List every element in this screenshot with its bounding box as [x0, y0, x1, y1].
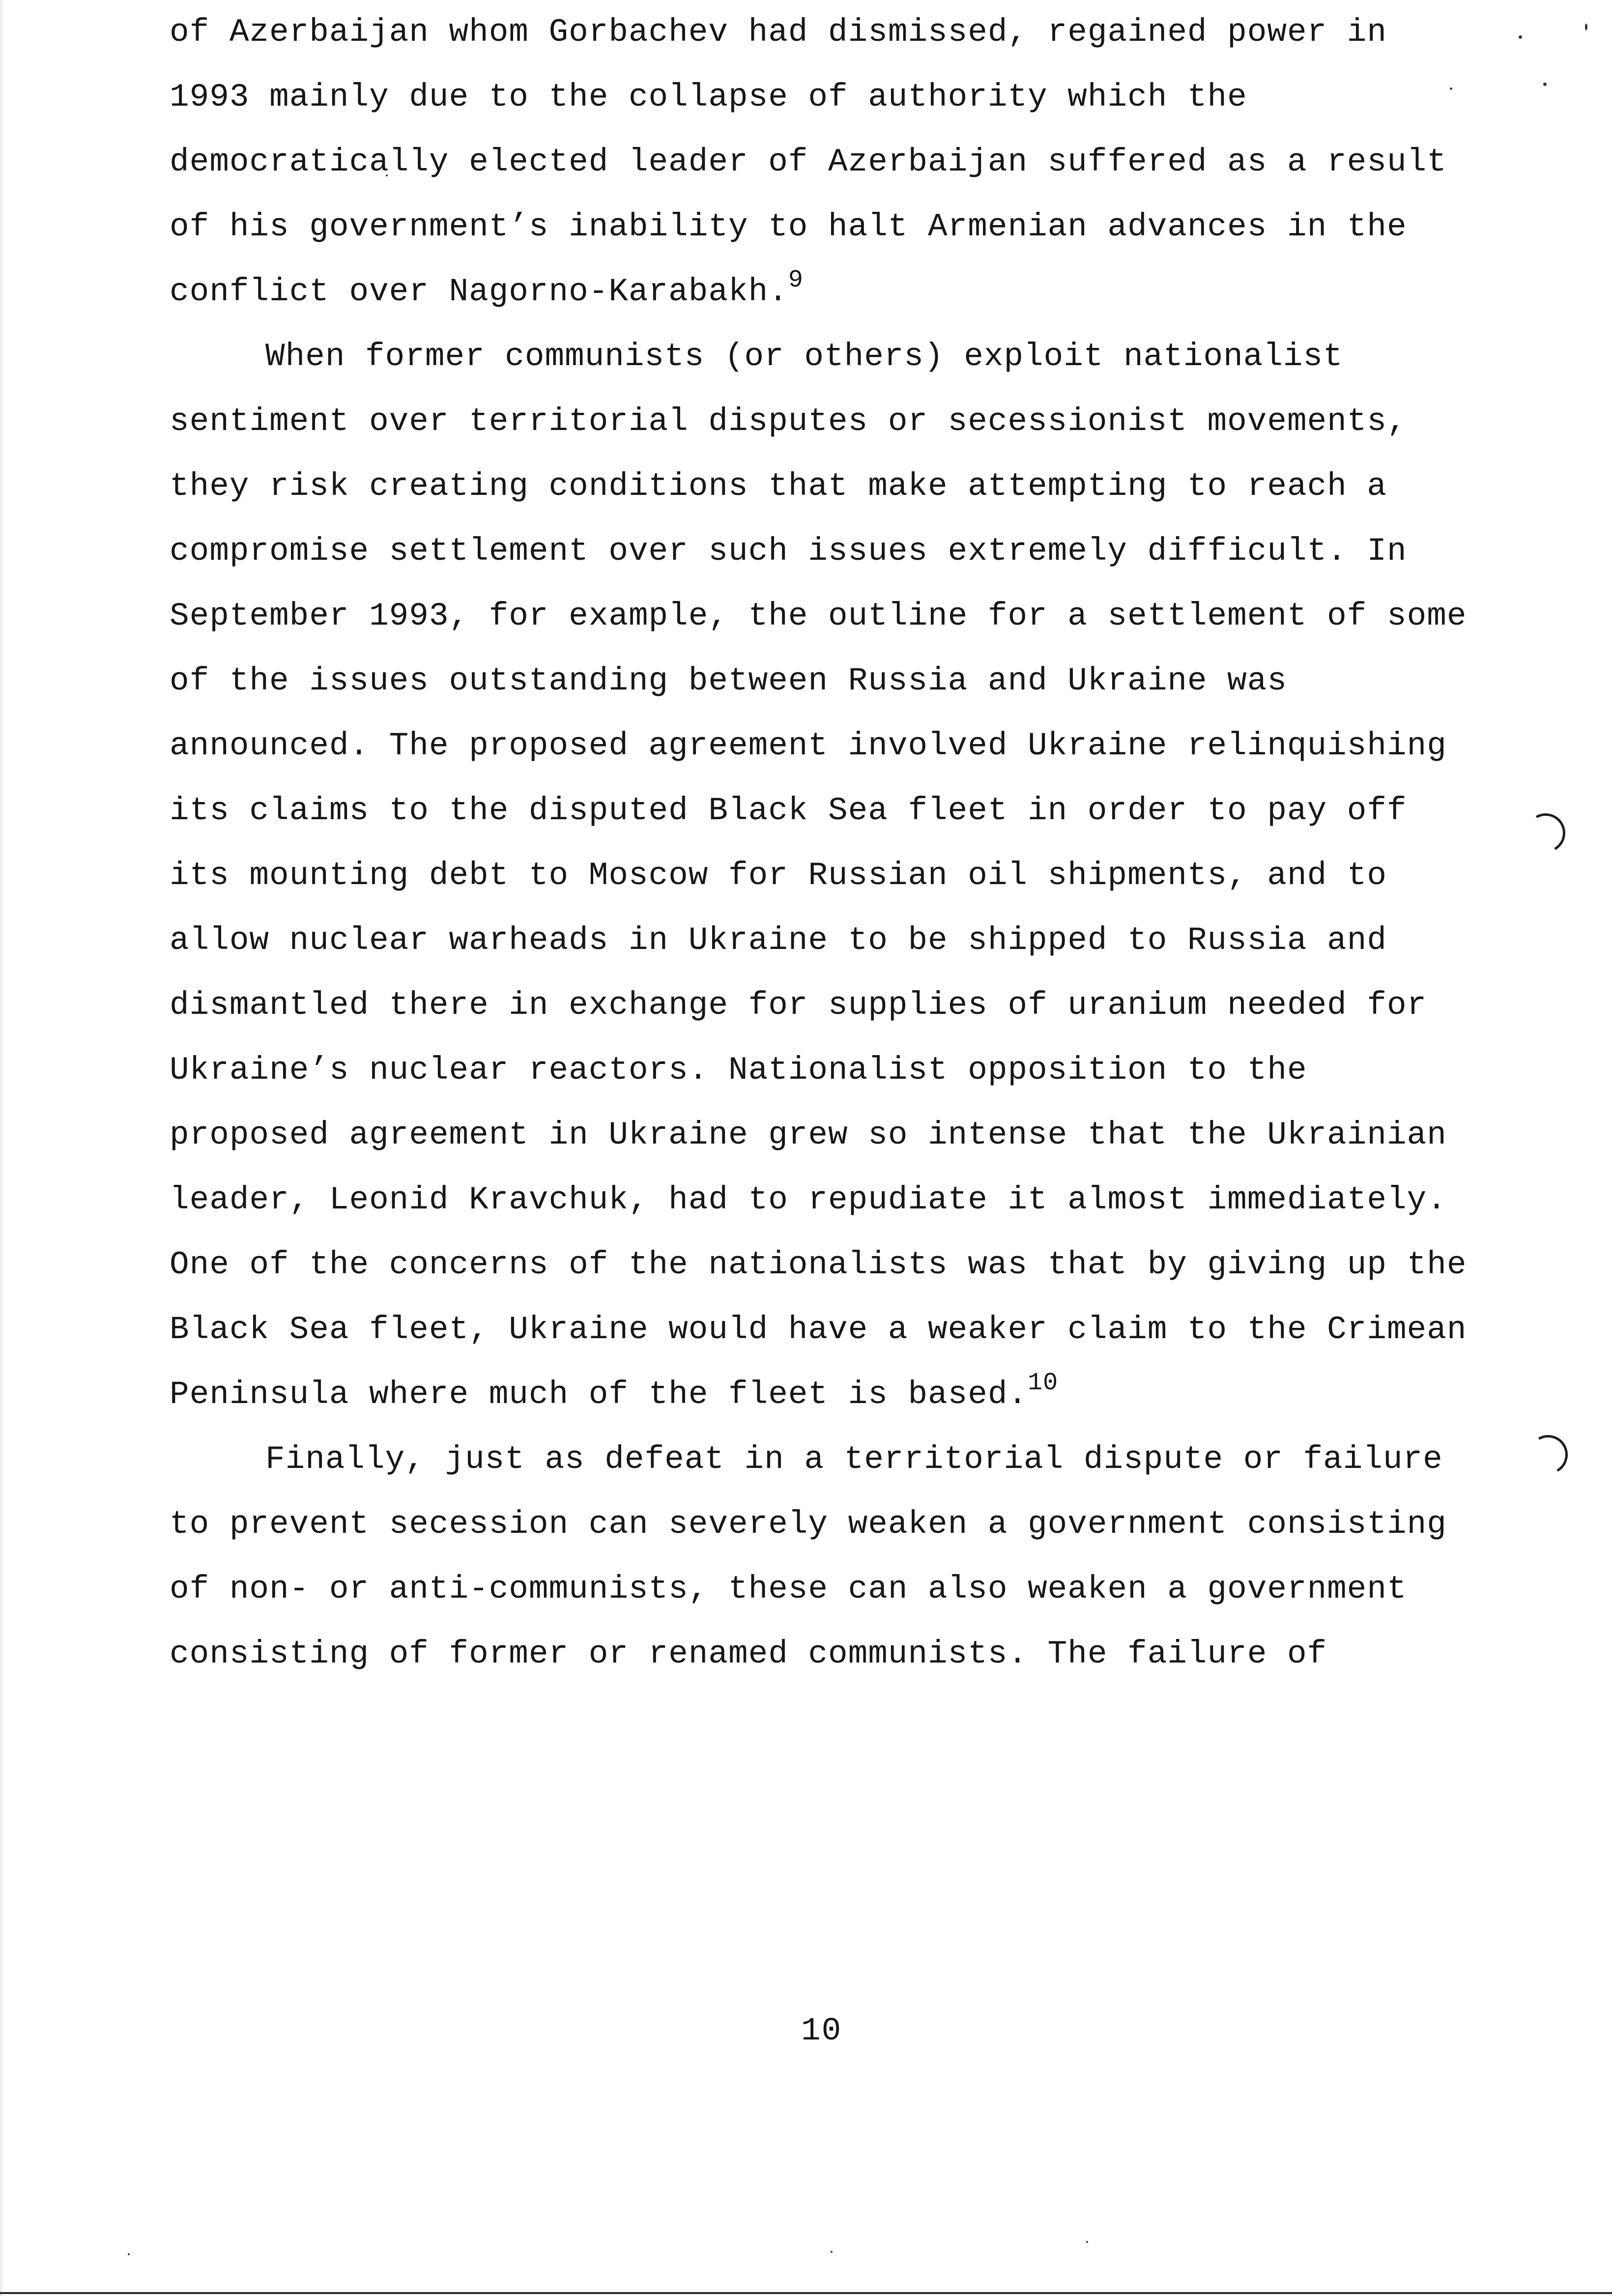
text-line: democratically elected leader of Azerbaijan suffered as a result: [170, 144, 1447, 180]
scan-speck: [1086, 2241, 1088, 2243]
scan-speck: [1543, 83, 1547, 86]
text-line: Peninsula where much of the fleet is based.$^{10}$: [170, 1369, 1059, 1413]
text-line: proposed agreement in Ukraine grew so intense that the Ukrainian: [170, 1117, 1447, 1153]
paragraph-start: When former communists (or others) exploit nationalist: [265, 338, 1343, 375]
text-line: of Azerbaijan whom Gorbachev had dismissed, regained power in: [170, 14, 1387, 51]
text-line: announced. The proposed agreement involved Ukraine relinquishing: [170, 727, 1447, 764]
text-line: of non- or anti-communists, these can also weaken a government: [170, 1571, 1407, 1607]
text-line: to prevent secession can severely weaken a government consisting: [170, 1506, 1447, 1543]
scan-speck: [1585, 24, 1587, 30]
text-line: they risk creating conditions that make attempting to reach a: [170, 468, 1387, 505]
text-line: consisting of former or renamed communists. The failure of: [170, 1636, 1327, 1672]
text-line: One of the concerns of the nationalists was that by giving up the: [170, 1246, 1467, 1283]
scan-shadow: [0, 0, 4, 2296]
footnote-ref: 9: [788, 266, 804, 294]
text-line: dismantled there in exchange for supplies of uranium needed for: [170, 987, 1427, 1024]
body-text: [170, 0, 1477, 1687]
text-line: its claims to the disputed Black Sea fleet in order to pay off: [170, 792, 1407, 829]
text-line: September 1993, for example, the outline for a settlement of some: [170, 598, 1467, 634]
text-line: allow nuclear warheads in Ukraine to be shipped to Russia and: [170, 922, 1387, 959]
text-line: sentiment over territorial disputes or secessionist movements,: [170, 403, 1407, 440]
scan-speck: [1519, 35, 1522, 39]
scan-edge: [0, 2292, 1612, 2294]
margin-mark: [1522, 809, 1570, 857]
text-line: conflict over Nagorno-Karabakh.$^9$: [170, 266, 804, 310]
page-number: 10: [801, 2012, 842, 2049]
scan-speck: [128, 2253, 130, 2255]
text-line: compromise settlement over such issues extremely difficult. In: [170, 533, 1407, 570]
text-line: Black Sea fleet, Ukraine would have a weaker claim to the Crimean: [170, 1311, 1467, 1348]
margin-mark: [1524, 1431, 1572, 1479]
text-line: leader, Leonid Kravchuk, had to repudiate it almost immediately.: [170, 1181, 1447, 1218]
text-line: of the issues outstanding between Russia and Ukraine was: [170, 662, 1287, 699]
text-line: its mounting debt to Moscow for Russian oil shipments, and to: [170, 857, 1387, 894]
text-line: of his government’s inability to halt Armenian advances in the: [170, 208, 1407, 245]
footnote-ref: 10: [1028, 1369, 1059, 1397]
paragraph-start: Finally, just as defeat in a territorial dispute or failure: [265, 1441, 1443, 1478]
text-line: 1993 mainly due to the collapse of authority which the: [170, 79, 1247, 115]
scan-speck: [831, 2251, 833, 2253]
text-line: Ukraine’s nuclear reactors. Nationalist opposition to the: [170, 1052, 1307, 1089]
